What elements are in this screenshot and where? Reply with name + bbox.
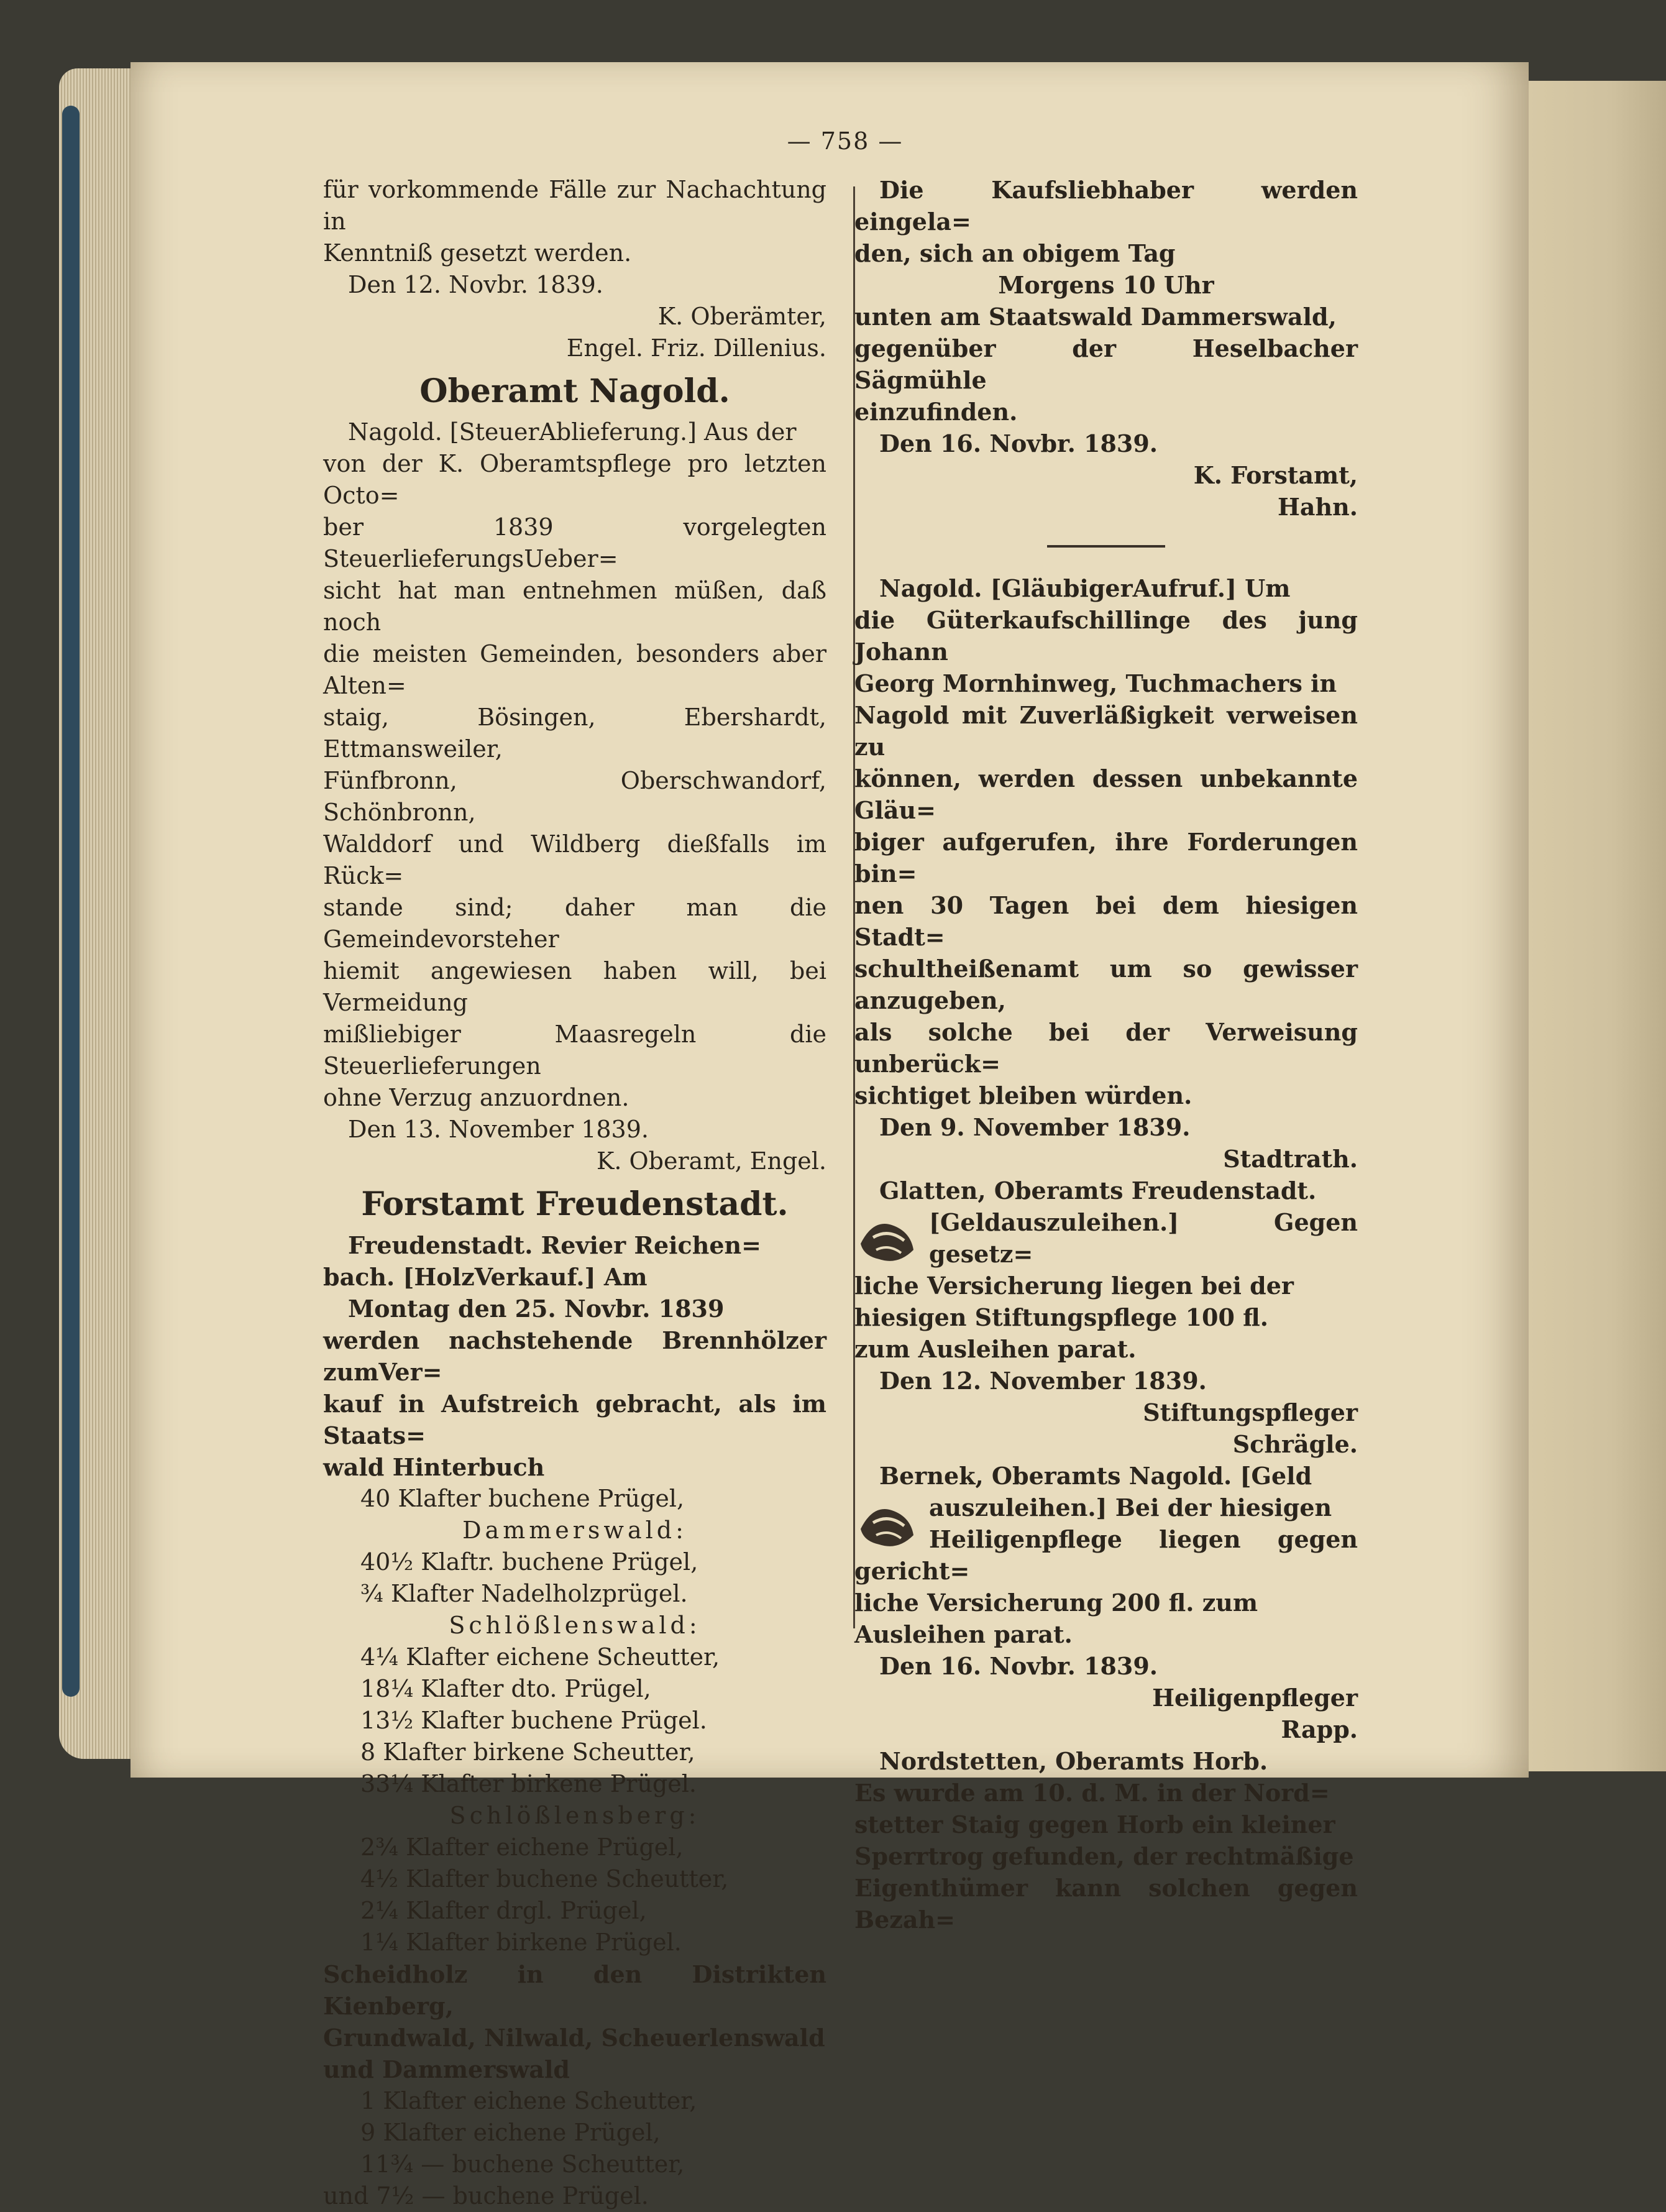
text-span: [Geldauszuleihen.] Gegen gesetz= [929,1208,1358,1268]
text-line: unten am Staatswald Dammerswald, [854,303,1337,331]
left-column [323,174,826,2212]
text-line: Rapp. [1281,1715,1358,1743]
text-line: wald Hinterbuch [323,1453,545,1481]
text-line: liche Versicherung 200 fl. zum [854,1589,1258,1617]
text-line: stande sind; daher man die Gemeindevorsteher [323,894,826,953]
text-line: 1¼ Klafter birkene Prügel. [360,1929,682,1956]
text-line: Es wurde am 10. d. M. in der Nord= [854,1779,1330,1807]
text-line: 18¼ Klafter dto. Prügel, [360,1675,651,1702]
book-spine [62,106,80,1697]
text-line: und 7½ — buchene Prügel. [323,2182,649,2210]
text-line: für vorkommende Fälle zur Nachachtung in [323,176,826,235]
text-line: den, sich an obigem Tag [854,239,1176,267]
text-line: Grundwald, Nilwald, Scheuerlenswald [323,2024,825,2052]
text-line: Dammerswald: [462,1517,687,1544]
text-line: Walddorf und Wildberg dießfalls im Rück= [323,830,826,889]
text-line: Schlößlensberg: [449,1802,700,1829]
text-line: Sperrtrog gefunden, der rechtmäßige [854,1842,1354,1870]
text-line: Heiligenpfleger [1152,1684,1358,1712]
text-line: als solche bei der Verweisung unberück= [854,1018,1358,1078]
text-line: 4¼ Klafter eichene Scheutter, [360,1643,720,1671]
text-line: Kenntniß gesetzt werden. [323,239,632,267]
text-line: Fünfbronn, Oberschwandorf, Schönbronn, [323,767,826,826]
text-line: K. Forstamt, [1193,461,1358,489]
text-line: Nagold. [GläubigerAufruf.] Um [879,574,1291,602]
text-line: ber 1839 vorgelegten SteuerlieferungsUeber= [323,513,826,572]
text-line [854,1492,1358,1523]
text-line: Nagold mit Zuverläßigkeit verweisen zu [854,701,1358,761]
text-line: die meisten Gemeinden, besonders aber Alten= [323,640,826,699]
text-line: staig, Bösingen, Ebershardt, Ettmansweiler, [323,704,826,763]
hand-pointer-vignette-icon [854,1206,923,1269]
text-line: K. Oberamt, Engel. [596,1147,826,1175]
text-line: 40 Klafter buchene Prügel, [360,1485,685,1512]
text-line: die Güterkaufschillinge des jung Johann [854,606,1358,666]
text-line: Schrägle. [1232,1430,1358,1458]
text-line: Den 9. November 1839. [879,1113,1191,1141]
text-span: auszuleihen.] Bei der hiesigen [929,1494,1332,1521]
facing-page-edge [1529,81,1666,1771]
text-line: Die Kaufsliebhaber werden eingela= [854,176,1358,236]
text-line: 1 Klafter eichene Scheutter, [360,2087,697,2114]
text-line: von der K. Oberamtspflege pro letzten Octo= [323,450,826,509]
text-line: Stiftungspfleger [1143,1398,1358,1426]
text-line: ¾ Klafter Nadelholzprügel. [360,1580,688,1607]
text-line: 8 Klafter birkene Scheutter, [360,1738,695,1766]
text-line: K. Oberämter, [657,303,826,330]
text-line: ohne Verzug anzuordnen. [323,1084,629,1111]
text-line: Den 16. Novbr. 1839. [879,429,1158,457]
text-line: Bernek, Oberamts Nagold. [Geld [879,1462,1312,1490]
text-line: hiesigen Stiftungspflege 100 fl. [854,1303,1268,1331]
text-line: Hahn. [1277,493,1358,521]
text-line: zum Ausleihen parat. [854,1335,1137,1363]
text-line: bach. [HolzVerkauf.] Am [323,1263,648,1291]
text-line: hiemit angewiesen haben will, bei Vermeidung [323,957,826,1016]
text-line: Den 16. Novbr. 1839. [879,1652,1158,1680]
text-line: kauf in Aufstreich gebracht, als im Staats= [323,1390,826,1449]
text-line: Den 12. November 1839. [879,1367,1207,1395]
page-number: — 758 — [787,127,904,155]
text-line: Heiligenpflege liegen gegen gericht= [854,1525,1358,1585]
text-line: Glatten, Oberamts Freudenstadt. [879,1177,1317,1205]
text-line: 4½ Klafter buchene Scheutter, [360,1865,729,1893]
text-line: und Dammerswald [323,2055,570,2083]
text-line: 2¾ Klafter eichene Prügel, [360,1833,684,1861]
text-line: können, werden dessen unbekannte Gläu= [854,764,1358,824]
text-line: Schlößlenswald: [449,1612,701,1639]
text-line: 33¼ Klafter birkene Prügel. [360,1770,697,1797]
text-line: mißliebiger Maasregeln die Steuerlieferungen [323,1021,826,1080]
text-line: Stadtrath. [1223,1145,1358,1173]
text-line: 11¾ — buchene Scheutter, [360,2150,685,2178]
text-line: 9 Klafter eichene Prügel, [360,2119,661,2146]
text-line: Morgens 10 Uhr [998,271,1214,299]
text-line: Den 12. Novbr. 1839. [348,271,603,298]
text-line: sichtiget bleiben würden. [854,1081,1192,1109]
text-line: sicht hat man entnehmen müßen, daß noch [323,577,826,636]
text-line: gegenüber der Heselbacher Sägmühle [854,334,1358,394]
text-line: schultheißenamt um so gewisser anzugeben, [854,955,1358,1014]
text-line: Montag den 25. Novbr. 1839 [348,1295,725,1323]
text-line: stetter Staig gegen Horb ein kleiner [854,1810,1335,1838]
text-line: liche Versicherung liegen bei der [854,1272,1294,1300]
text-line [854,1206,1358,1270]
text-line: Georg Mornhinweg, Tuchmachers in [854,669,1337,697]
text-line: Engel. Friz. Dillenius. [566,334,826,362]
text-line: biger aufgerufen, ihre Forderungen bin= [854,828,1358,888]
text-line: Nagold. [SteuerAblieferung.] Aus der [348,418,797,446]
text-line: nen 30 Tagen bei dem hiesigen Stadt= [854,891,1358,951]
text-line: 2¼ Klafter drgl. Prügel, [360,1897,647,1924]
right-column [854,174,1358,1935]
text-line: Freudenstadt. Revier Reichen= [348,1231,761,1259]
text-line: 13½ Klafter buchene Prügel. [360,1707,707,1734]
text-line: Forstamt Freudenstadt. [361,1185,789,1223]
text-line: werden nachstehende Brennhölzer zumVer= [323,1326,826,1386]
text-line: Den 13. November 1839. [348,1116,649,1143]
text-line: Ausleihen parat. [854,1620,1073,1648]
text-line: Scheidholz in den Distrikten Kienberg, [323,1960,826,2020]
text-line: Oberamt Nagold. [419,372,730,410]
text-line: Nordstetten, Oberamts Horb. [879,1747,1268,1775]
section-rule [1047,545,1165,548]
hand-pointer-vignette-icon [854,1492,923,1554]
text-line: Eigenthümer kann solchen gegen Bezah= [854,1874,1358,1934]
text-line: 40½ Klaftr. buchene Prügel, [360,1548,698,1576]
text-line: einzufinden. [854,398,1018,426]
